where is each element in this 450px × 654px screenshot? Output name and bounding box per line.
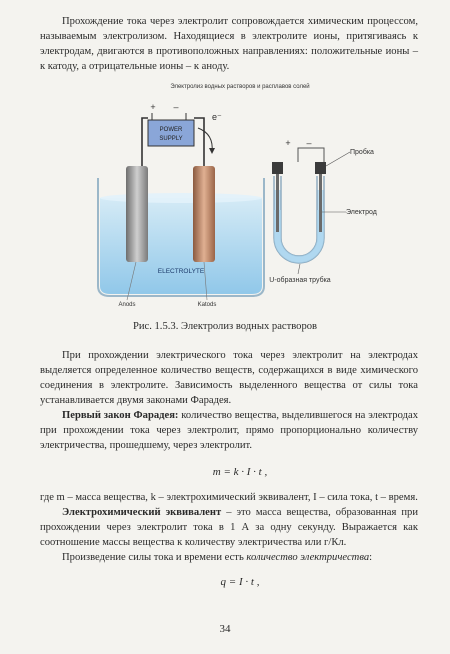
electron-label: e⁻ — [212, 112, 222, 122]
amount-paragraph: При прохождении электрического тока через электролит на электродах выделяется определенное количество веществ, содержащихся в виде химического соединения в электролите. Зависимость выделенного вещества от силы тока устанавливается двумя законами Фарадея. — [40, 350, 418, 406]
minus-terminal-right: – — [306, 138, 312, 148]
power-supply-label-1: POWER — [159, 127, 183, 133]
u-tube-wires — [298, 148, 324, 162]
u-tube-electrode-left — [276, 174, 279, 232]
anode-electrode — [126, 166, 148, 262]
electrode-label: Электрод — [346, 209, 377, 216]
u-tube-electrode-right — [319, 174, 322, 232]
intro-paragraph-block — [40, 14, 418, 74]
power-supply-box — [148, 120, 194, 146]
stopper-right — [315, 162, 326, 174]
formula-mass: m = k · I · t , — [212, 466, 268, 478]
ece-term: Электрохимический эквивалент — [62, 507, 222, 518]
anode-label: Anods — [118, 302, 136, 308]
electrolyte-solution — [100, 198, 262, 294]
plus-terminal-left: + — [150, 102, 156, 112]
formula-charge: q = I · t , — [220, 576, 260, 588]
stopper-label: Пробка — [350, 149, 374, 156]
electrolyte-label: ELECTROLYTE — [157, 268, 205, 275]
plus-terminal-right: + — [285, 138, 291, 148]
minus-terminal-left: – — [173, 102, 179, 112]
page-number: 34 — [219, 623, 231, 635]
power-supply-label-2: SUPPLY — [159, 136, 183, 142]
product-term: количество электричества — [246, 552, 370, 563]
intro-paragraph: Прохождение тока через электролит сопровождается химическим процессом, называемым электролизом. Находящиеся в электролите ионы, притягиваясь к электродам, двигаются в противоположных направлениях: положительные ионы – к катоду, а отрицательные ионы – к аноду. — [40, 16, 418, 72]
faraday-law-text: количество вещества, выделившегося на электродах при прохождении тока через электролит, прямо пропорционально количеству электричества, прошедшему, через электролит. — [40, 410, 418, 451]
faraday-law-paragraph — [40, 408, 418, 453]
body-text — [40, 348, 418, 590]
electrolysis-figure — [0, 90, 450, 320]
cathode-electrode — [193, 166, 215, 262]
product-colon: : — [369, 552, 373, 563]
figure-caption: Рис. 1.5.3. Электролиз водных растворов — [132, 321, 318, 332]
product-text: Произведение силы тока и времени есть — [62, 552, 247, 563]
u-tube-label: U-образная трубка — [269, 277, 331, 284]
stopper-left — [272, 162, 283, 174]
product-paragraph — [40, 550, 418, 565]
ece-text: – это масса вещества, образованная при прохождении через электролит тока в 1 А за одну секунду. Выражается как соотношение массы вещества к количеству электричества или г/Кл. — [40, 507, 419, 548]
cathode-label: Katods — [197, 302, 217, 308]
where-paragraph: где m – масса вещества, k – электрохимический эквивалент, I – сила тока, t – время. — [40, 492, 418, 503]
ece-paragraph — [40, 505, 418, 550]
figure-title: Электролиз водных растворов и расплавов солей — [170, 84, 310, 90]
faraday-law-term: Первый закон Фарадея: — [62, 410, 179, 421]
